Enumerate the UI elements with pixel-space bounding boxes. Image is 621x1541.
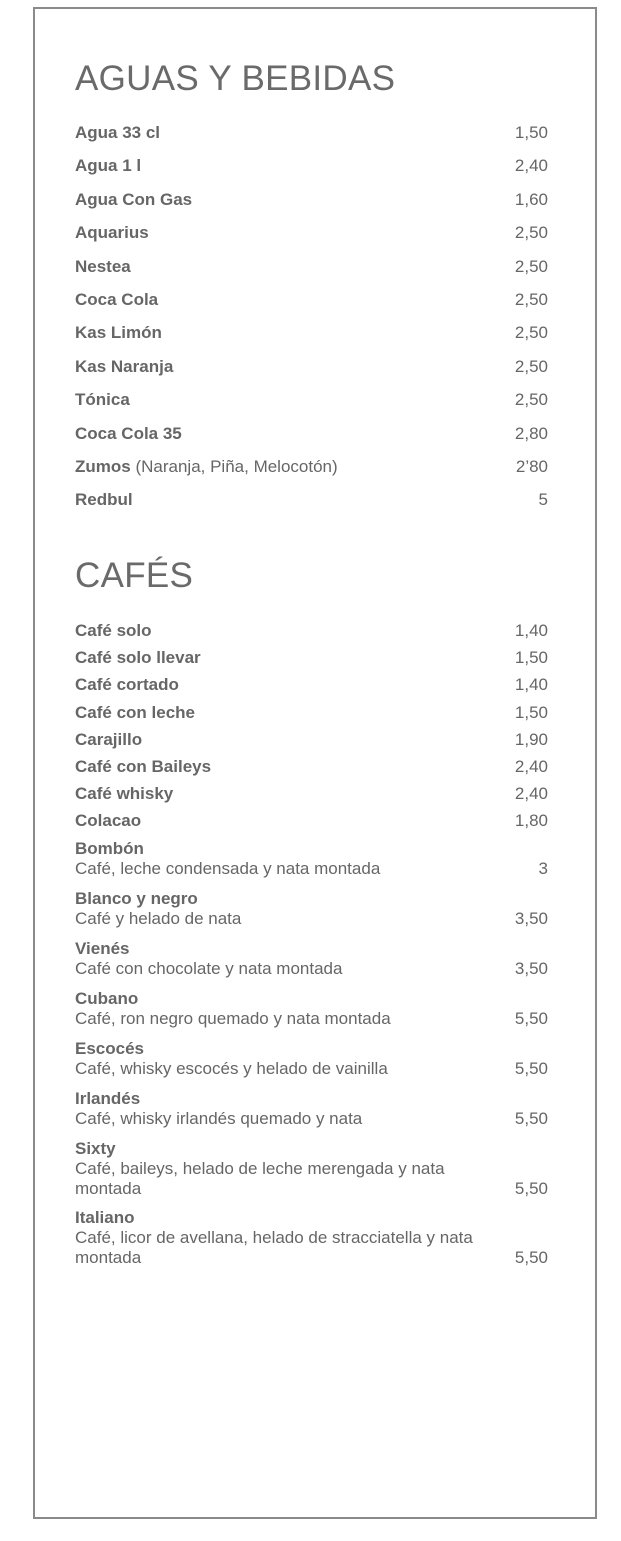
menu-item [75,457,548,490]
item-name: Kas Naranja [75,356,174,376]
item-name: Aquarius [75,223,149,243]
item-price: 2,50 [514,356,548,376]
item-name: Escocés [75,1038,144,1058]
special-coffee-list [75,839,548,1277]
menu-item [75,123,548,156]
item-price: 5 [538,490,548,510]
item-price: 1,80 [514,811,548,831]
item-description: Café con chocolate y nata montada [75,958,343,978]
item-name: Kas Limón [75,323,162,343]
menu-item [75,621,548,648]
item-name: Vienés [75,938,130,958]
item-price: 2,40 [514,784,548,804]
item-name: Café con leche [75,702,195,722]
item-price: 2,40 [514,756,548,776]
item-description: Café, whisky irlandés quemado y nata [75,1108,363,1128]
item-name: Colacao [75,811,142,831]
item-price: 1,40 [514,621,548,640]
menu-item [75,757,548,784]
coffee-list [75,621,548,839]
item-name: Agua Con Gas [75,189,193,209]
item-price: 2,40 [514,156,548,176]
item-price: 2,80 [514,423,548,443]
menu-item-detailed [75,989,548,1039]
menu-item [75,156,548,189]
menu-item [75,730,548,757]
item-name: Café solo llevar [75,648,201,668]
item-name: Café con Baileys [75,756,212,776]
item-price: 5,50 [514,1008,548,1028]
item-name: Café cortado [75,675,179,695]
item-description: Café, whisky escocés y helado de vainilla [75,1058,388,1078]
menu-item-detailed [75,1089,548,1139]
menu-item-detailed [75,1039,548,1089]
item-price: 1,50 [514,648,548,668]
item-name: Coca Cola [75,289,159,309]
section-cafes [75,556,548,1277]
menu-item [75,357,548,390]
item-price: 2,50 [514,289,548,309]
item-price: 2,50 [514,223,548,243]
menu-item [75,223,548,256]
menu-item [75,703,548,730]
item-name: Café whisky [75,784,174,804]
item-price: 1,50 [514,702,548,722]
section-title: CAFÉS [75,556,194,595]
menu-item [75,675,548,702]
item-price: 3,50 [514,958,548,978]
section-aguas-y-bebidas [75,59,548,524]
item-description: Café, licor de avellana, helado de stracciatella y nata montada [75,1227,473,1267]
menu-item-detailed [75,1139,548,1208]
menu-item [75,323,548,356]
item-name: Blanco y negro [75,888,198,908]
menu-item [75,811,548,838]
menu-item-detailed [75,839,548,889]
item-name: Agua 1 l [75,156,142,176]
item-note: (Naranja, Piña, Melocotón) [130,456,338,476]
item-description: Café y helado de nata [75,908,242,928]
menu-item [75,424,548,457]
menu-item-detailed [75,889,548,939]
item-price: 1,50 [514,123,548,142]
item-price: 2’80 [515,456,548,476]
item-price: 5,50 [514,1247,548,1267]
drinks-list [75,123,548,524]
item-name: Italiano [75,1207,135,1227]
item-name: Café solo [75,621,152,640]
item-price: 5,50 [514,1108,548,1128]
item-name: Carajillo [75,729,143,749]
item-name: Bombón [75,838,144,858]
menu-item [75,190,548,223]
menu-item [75,784,548,811]
item-name: Zumos [75,456,131,476]
menu-item-detailed [75,939,548,989]
item-price: 1,60 [514,189,548,209]
menu-item-detailed [75,1208,548,1277]
item-description: Café, baileys, helado de leche merengada y nata montada [75,1158,445,1198]
item-name: Nestea [75,256,131,276]
item-price: 5,50 [514,1178,548,1198]
item-description: Café, leche condensada y nata montada [75,858,381,878]
section-title: AGUAS Y BEBIDAS [75,59,396,98]
item-name: Irlandés [75,1088,141,1108]
item-price: 2,50 [514,390,548,410]
menu-item [75,257,548,290]
item-name: Redbul [75,490,133,510]
item-price: 2,50 [514,323,548,343]
item-name: Tónica [75,390,130,410]
item-name: Cubano [75,988,139,1008]
item-price: 2,50 [514,256,548,276]
menu-item [75,390,548,423]
item-name: Agua 33 cl [75,123,161,142]
menu-item [75,290,548,323]
menu-item [75,490,548,523]
item-price: 5,50 [514,1058,548,1078]
menu-item [75,648,548,675]
item-name: Coca Cola 35 [75,423,182,443]
item-price: 1,90 [514,729,548,749]
item-price: 3 [538,858,548,878]
item-name: Sixty [75,1138,116,1158]
item-price: 1,40 [514,675,548,695]
item-price: 3,50 [514,908,548,928]
item-description: Café, ron negro quemado y nata montada [75,1008,391,1028]
